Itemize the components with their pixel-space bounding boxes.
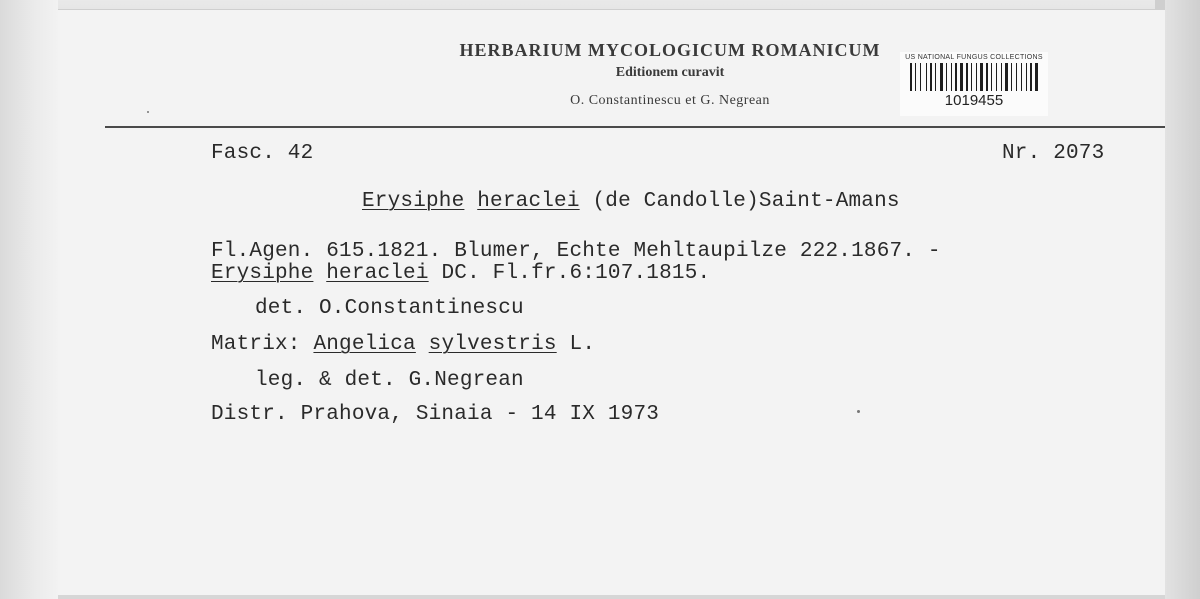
determiner: det. O.Constantinescu: [255, 297, 524, 320]
label-left-edge: [0, 0, 58, 599]
matrix-line: [211, 333, 595, 356]
barcode-bars-icon: [908, 63, 1040, 91]
matrix-prefix: Matrix:: [211, 333, 301, 356]
citation-line-2: [211, 262, 710, 285]
citation-line-1: Fl.Agen. 615.1821. Blumer, Echte Mehltaupilze 222.1867. -: [211, 240, 941, 263]
barcode-caption: US NATIONAL FUNGUS COLLECTIONS: [905, 54, 1043, 61]
basionym-reference: DC. Fl.fr.6:107.1815.: [441, 262, 711, 285]
species-genus: Erysiphe: [362, 190, 465, 213]
species-epithet: heraclei: [477, 190, 580, 213]
exsiccata-number: Nr. 2073: [1002, 142, 1105, 165]
species-name: [362, 190, 900, 213]
paper-speck: [857, 410, 860, 413]
editors-line: O. Constantinescu et G. Negrean: [570, 93, 770, 108]
label-right-edge: [1165, 0, 1200, 599]
herbarium-title: HERBARIUM MYCOLOGICUM ROMANICUM: [459, 40, 881, 60]
host-genus: Angelica: [313, 333, 416, 356]
paper-speck: [147, 111, 149, 113]
host-authority: L.: [569, 333, 596, 356]
barcode-number: 1019455: [944, 92, 1004, 109]
locality-line: Distr. Prahova, Sinaia - 14 IX 1973: [211, 403, 660, 426]
header-divider: [105, 126, 1165, 128]
species-authority: (de Candolle)Saint-Amans: [592, 190, 900, 213]
basionym-epithet: heraclei: [326, 262, 429, 285]
herbarium-header: [430, 40, 910, 109]
collector-line: leg. & det. G.Negrean: [255, 369, 524, 392]
host-epithet: sylvestris: [428, 333, 557, 356]
basionym-genus: Erysiphe: [211, 262, 314, 285]
edition-line: Editionem curavit: [615, 65, 725, 80]
fascicle-number: Fasc. 42: [211, 142, 314, 165]
barcode-label: [900, 52, 1048, 116]
